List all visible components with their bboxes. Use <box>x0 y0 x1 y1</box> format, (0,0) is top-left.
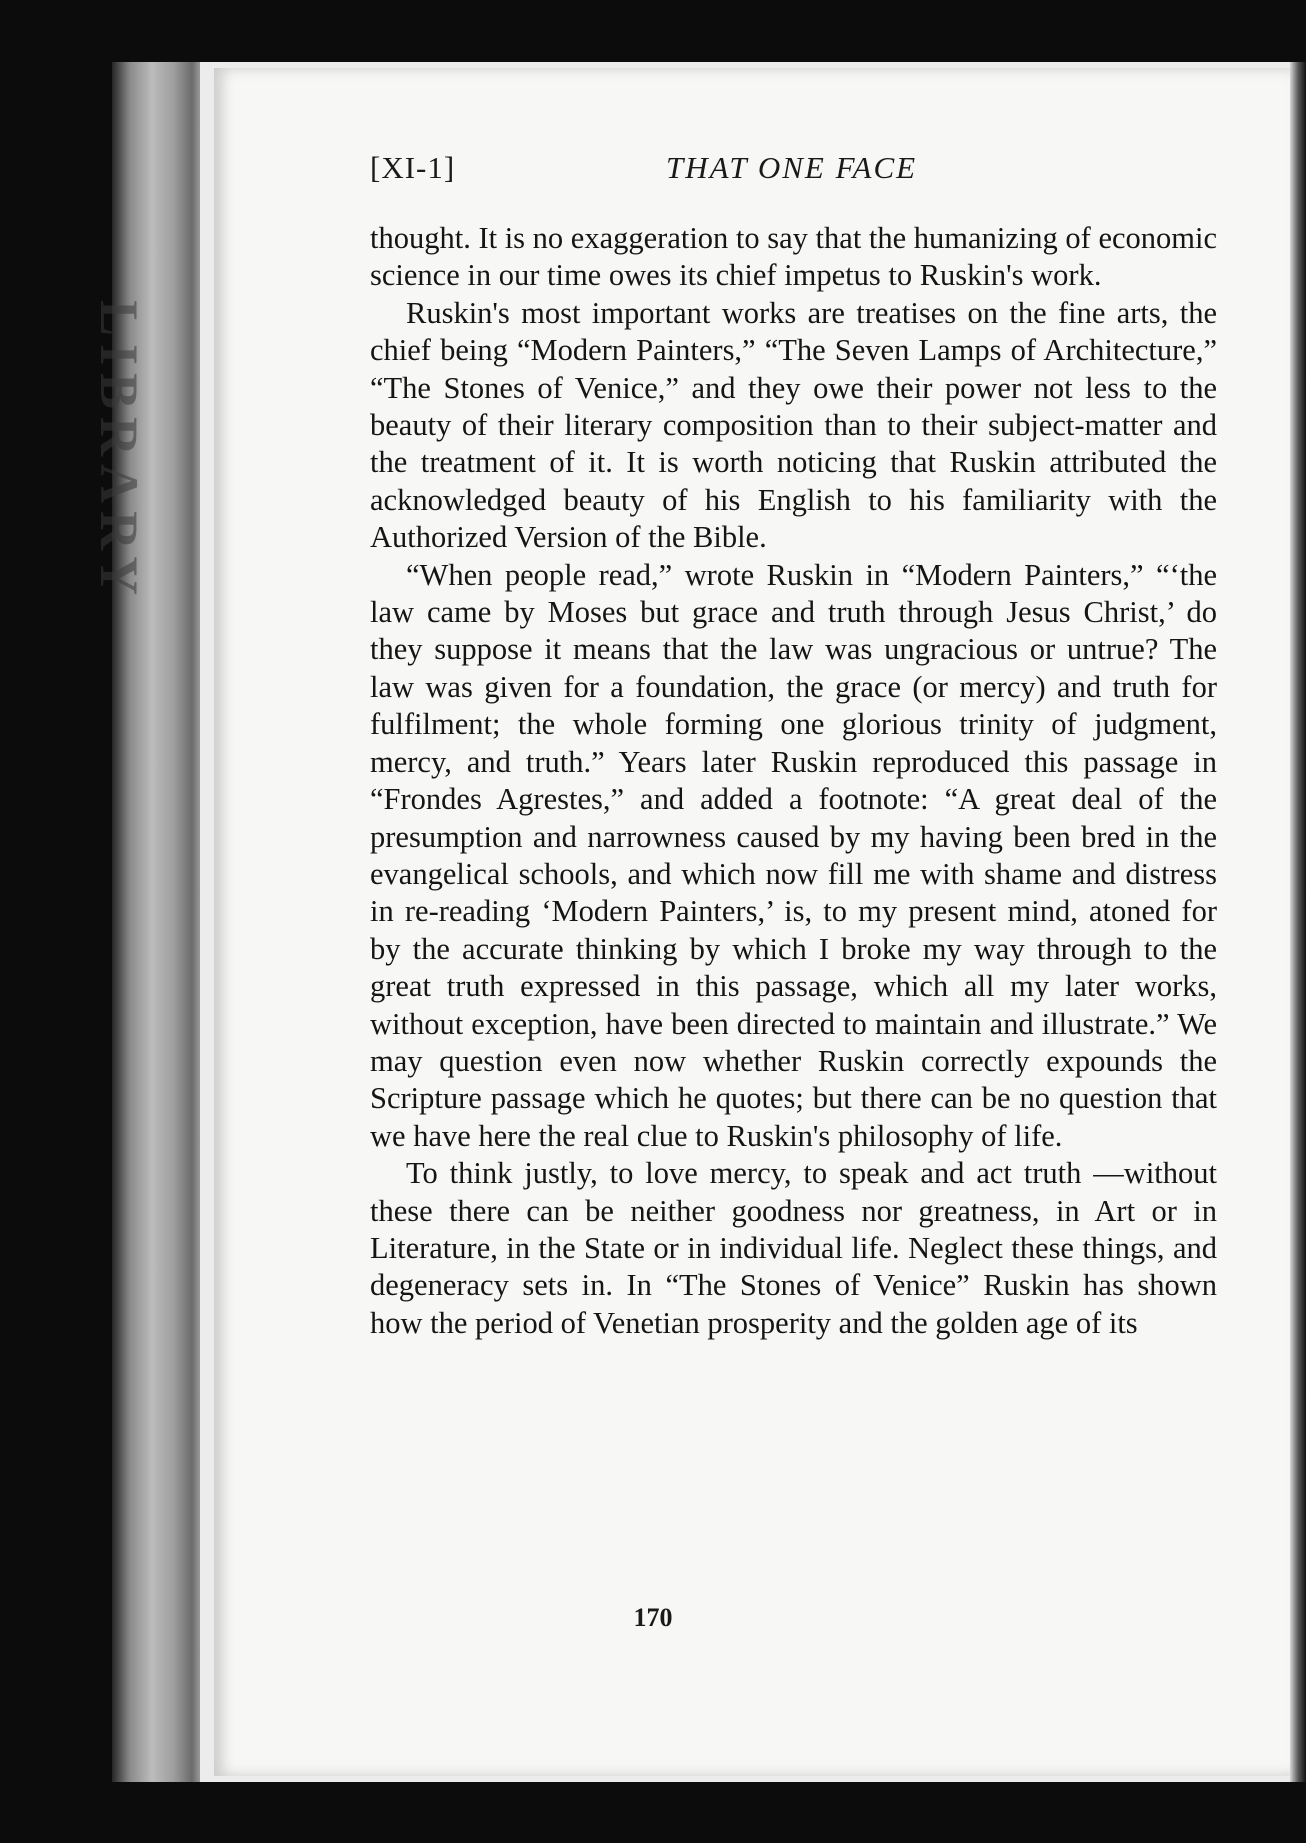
running-header <box>370 150 1230 190</box>
page-number: 170 <box>633 1603 673 1632</box>
spine-lettering: LIBRARY <box>89 300 149 604</box>
paragraph: To think justly, to love mercy, to speak and act truth —without these there can be neither goodness nor greatness, in Art or in Literature, in the State or in individual life. Neglect these things, and degeneracy sets in. In “The Stones of Venice” Ruskin has shown how the period of Venetian prosperity and the golden age of its <box>370 1156 1217 1340</box>
paragraph: thought. It is no exaggeration to say that the humanizing of economic science in our time owes its chief impetus to Ruskin's work. <box>370 221 1218 293</box>
section-marker: [XI-1] <box>370 150 456 185</box>
paragraph: “When people read,” wrote Ruskin in “Modern Painters,” “‘the law came by Moses but grace and truth through Jesus Christ,’ do they suppose it means that the law was ungracious or untrue? The law was given for a foundation, the grace (or mercy) and truth for fulfilment; the whole forming one glorious trinity of judgment, mercy, and truth.” Years later Ruskin reproduced this passage in “Frondes Agrestes,” and added a footnote: “A great deal of the presumption and narrowness caused by my having been bred in the evangelical schools, and which now fill me with shame and distress in re-reading ‘Modern Painters,’ is, to my present mind, atoned for by the accurate thinking by which I broke my way through to the great truth expressed in this passage, which all my later works, without exception, have been directed to maintain and illustrate.” We may question even now whether Ruskin correctly expounds the Scripture passage which he quotes; but there can be no question that we have here the real clue to Ruskin's philosophy of life. <box>370 557 1217 1153</box>
paragraph: Ruskin's most important works are treatises on the fine arts, the chief being “Modern Painters,” “The Seven Lamps of Architecture,” “The Stones of Venice,” and they owe their power not less to the beauty of their literary composition than to their subject-matter and the treatment of it. It is worth noticing that Ruskin attributed the acknowledged beauty of his English to his familiarity with the Authorized Version of the Bible. <box>370 295 1217 555</box>
right-page-edge <box>1290 62 1306 1782</box>
running-title: THAT ONE FACE <box>666 150 918 185</box>
page-body <box>370 220 1217 1342</box>
